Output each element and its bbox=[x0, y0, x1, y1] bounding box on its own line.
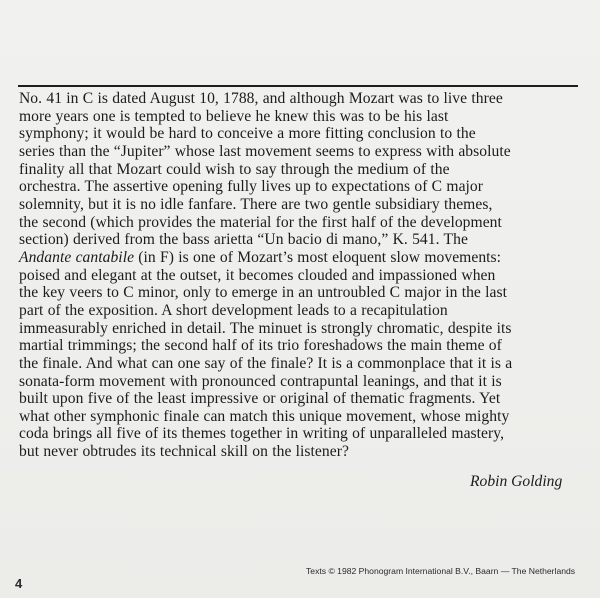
text-line: the finale. And what can one say of the finale? It is a commonplace that it is a bbox=[19, 354, 513, 372]
text-line: coda brings all five of its themes together in writing of unparalleled mastery, bbox=[19, 425, 505, 443]
top-rule bbox=[18, 85, 578, 87]
text-line: what other symphonic finale can match this unique movement, whose mighty bbox=[19, 407, 510, 425]
text-line: section) derived from the bass arietta “Un bacio di mano,” K. 541. The bbox=[19, 231, 468, 249]
text-line: No. 41 in C is dated August 10, 1788, and although Mozart was to live three bbox=[19, 90, 503, 107]
text-line: more years one is tempted to believe he knew this was to be his last bbox=[19, 107, 449, 125]
text-line: orchestra. The assertive opening fully lives up to expectations of C major bbox=[19, 178, 484, 196]
text-line: solemnity, but it is no idle fanfare. There are two gentle subsidiary themes, bbox=[19, 195, 493, 213]
page-number: 4 bbox=[15, 576, 23, 591]
text-line: symphony; it would be hard to conceive a more fitting conclusion to the bbox=[19, 125, 476, 143]
movement-title-italic: Andante cantabile bbox=[19, 248, 135, 266]
text-line: poised and elegant at the outset, it becomes clouded and impassioned when bbox=[19, 266, 496, 284]
text-line: immeasurably enriched in detail. The minuet is strongly chromatic, despite its bbox=[19, 319, 512, 337]
text-line: the second (which provides the material for the first half of the development bbox=[19, 213, 502, 231]
text-line: the key veers to C minor, only to emerge in an untroubled C major in the last bbox=[19, 284, 508, 302]
article-body bbox=[19, 90, 599, 461]
text-line: sonata-form movement with pronounced contrapuntal leanings, and that it is bbox=[19, 372, 502, 390]
text-line: martial trimmings; the second half of its trio foreshadows the main theme of bbox=[19, 337, 502, 355]
text-line-rest: (in F) is one of Mozart’s most eloquent slow movements: bbox=[134, 248, 502, 266]
text-line: but never obtrudes its technical skill on the listener? bbox=[19, 443, 349, 461]
text-line: built upon five of the least impressive or original of thematic fragments. Yet bbox=[19, 390, 501, 408]
text-line: series than the “Jupiter” whose last movement seems to express with absolute bbox=[19, 142, 511, 160]
text-line: part of the exposition. A short development leads to a recapitulation bbox=[19, 301, 448, 319]
author-signature: Robin Golding bbox=[470, 473, 563, 490]
text-line: finality all that Mozart could wish to say through the medium of the bbox=[19, 160, 450, 178]
copyright-notice: Texts © 1982 Phonogram International B.V., Baarn — The Netherlands bbox=[306, 566, 576, 576]
text-line bbox=[19, 249, 599, 267]
